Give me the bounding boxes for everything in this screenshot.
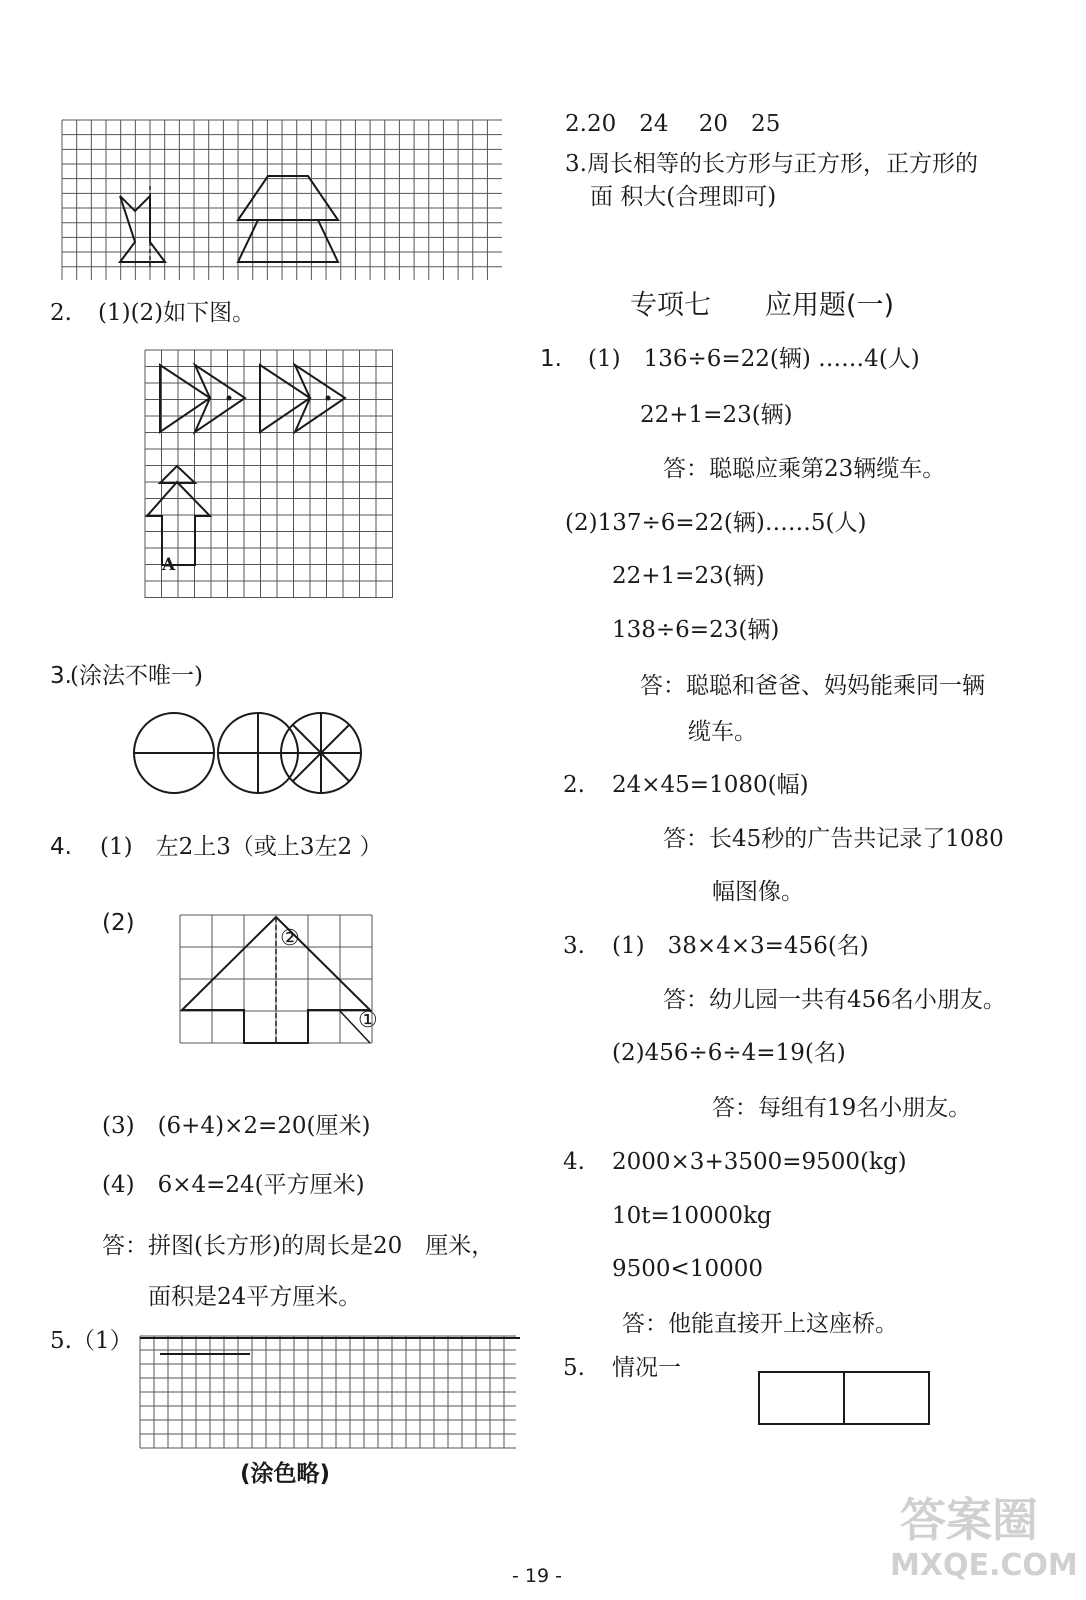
- watermark-url: MXQE.COM: [890, 1548, 1078, 1583]
- p1-2a: (2)137÷6=22(辆)……5(人): [565, 510, 867, 536]
- p1-2-answer1: 答：聪聪和爸爸、妈妈能乘同一辆: [640, 673, 985, 699]
- section-title: 专项七 应用题(一): [630, 290, 895, 321]
- p4-b: 10t=10000kg: [612, 1203, 772, 1229]
- q4-part2-label: (2): [102, 910, 135, 936]
- p4-answer: 答：他能直接开上这座桥。: [622, 1311, 898, 1337]
- q4-answer-line2: 面积是24平方厘米。: [148, 1284, 362, 1310]
- p2-a: 24×45=1080(幅): [612, 772, 809, 798]
- q4-part1: (1) 左2上3（或上3左2 ）: [100, 834, 383, 860]
- coloring-grid: [140, 1336, 520, 1451]
- q4-part4: (4) 6×4=24(平方厘米): [102, 1172, 365, 1198]
- p3-2: (2)456÷6÷4=19(名): [612, 1040, 846, 1066]
- q5-note: (涂色略): [240, 1461, 331, 1487]
- p3-1: (1) 38×4×3=456(名): [612, 933, 869, 959]
- r3-line1: 3.周长相等的长方形与正方形，正方形的: [565, 151, 978, 177]
- p1-2-answer2: 缆车。: [688, 719, 757, 745]
- q3-label: 3.: [50, 663, 72, 689]
- q2-label: 2.: [50, 300, 72, 326]
- q4-label: 4.: [50, 834, 72, 860]
- rectangle-figure: [757, 1370, 931, 1426]
- r3-line2: 面 积大(合理即可): [590, 184, 777, 210]
- q5-label: 5.（1）: [50, 1328, 133, 1354]
- circles-figure: [132, 710, 372, 800]
- arrow-grid: [180, 915, 380, 1055]
- p4-c: 9500<10000: [612, 1256, 763, 1282]
- p2-label: 2.: [563, 772, 585, 798]
- transform-grid: [145, 350, 395, 600]
- p4-a: 2000×3+3500=9500(kg): [612, 1149, 907, 1175]
- p5-text: 情况一: [612, 1355, 681, 1381]
- marker-2: ②: [280, 926, 300, 951]
- p1-1-answer: 答：聪聪应乘第23辆缆车。: [663, 456, 946, 482]
- p5-label: 5.: [563, 1355, 585, 1381]
- p1-2c: 138÷6=23(辆): [612, 617, 780, 643]
- q2-text: (1)(2)如下图。: [98, 300, 256, 326]
- p1-1a: (1) 136÷6=22(辆) ……4(人): [588, 346, 920, 372]
- q4-part3: (3) (6+4)×2=20(厘米): [102, 1113, 371, 1139]
- watermark-logo: 答案圈: [900, 1493, 1038, 1547]
- q3-text: (涂法不唯一): [70, 663, 203, 689]
- grid-marker-a: A: [162, 555, 176, 575]
- r2-answer: 2.20 24 20 25: [565, 111, 781, 137]
- p3-label: 3.: [563, 933, 585, 959]
- p2-answer1: 答：长45秒的广告共记录了1080: [663, 826, 1004, 852]
- p3-1-answer: 答：幼儿园一共有456名小朋友。: [663, 987, 1006, 1013]
- p4-label: 4.: [563, 1149, 585, 1175]
- q4-answer-line1: 答：拼图(长方形)的周长是20 厘米，: [102, 1233, 495, 1259]
- p1-1b: 22+1=23(辆): [640, 402, 793, 428]
- p1-label: 1.: [540, 346, 562, 372]
- marker-1: ①: [358, 1008, 378, 1033]
- p3-2-answer: 答：每组有19名小朋友。: [712, 1095, 972, 1121]
- p2-answer2: 幅图像。: [712, 879, 804, 905]
- page-number: - 19 -: [512, 1565, 562, 1587]
- symmetry-grid: [62, 120, 504, 282]
- p1-2b: 22+1=23(辆): [612, 563, 765, 589]
